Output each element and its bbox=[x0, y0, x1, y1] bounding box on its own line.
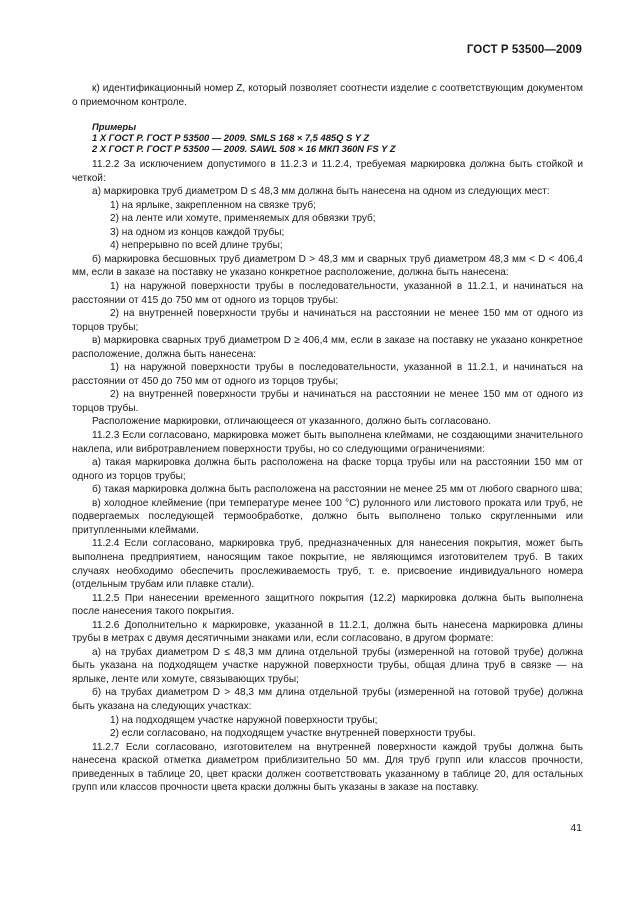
clause-11-2-2: 11.2.2 За исключением допустимого в 11.2.3 и 11.2.4, требуемая маркировка должна быть стойкой и четкой: bbox=[72, 159, 583, 184]
example-1: 1 X ГОСТ Р. ГОСТ Р 53500 — 2009. SMLS 168 × 7,5 485Q S Y Z bbox=[92, 132, 370, 144]
clause-11-2-3-c: в) холодное клеймение (при температуре менее 100 °С) рулонного или листового проката или труб, не подвергаемых последующей термообработке, должно быть выполнено только скругленными или притупленными клеймами. bbox=[72, 497, 583, 536]
clause-11-2-5: 11.2.5 При нанесении временного защитного покрытия (12.2) маркировка должна быть выполнена после нанесения такого покрытия. bbox=[72, 592, 583, 618]
clause-11-2-6-b-2: 2) если согласовано, на подходящем участке внутренней поверхности трубы. bbox=[110, 728, 476, 740]
clause-11-2-6: 11.2.6 Дополнительно к маркировке, указанной в 11.2.1, должна быть нанесена маркировка длины трубы в метрах с двумя десятичными знаками или, если согласовано, в другом формате: bbox=[72, 619, 583, 645]
clause-11-2-3: 11.2.3 Если согласовано, маркировка может быть выполнена клеймами, не создающими значительного наклепа, или вибротравлением поверхности трубы, но со следующими ограничениями: bbox=[72, 430, 583, 455]
clause-11-2-2-a-1: 1) на ярлыке, закрепленном на связке труб; bbox=[110, 199, 316, 211]
clause-11-2-2-a-3: 3) на одном из концов каждой трубы; bbox=[110, 226, 285, 238]
examples-title: Примеры bbox=[92, 121, 137, 133]
paragraph-k-identification: к) идентификационный номер Z, который позволяет соотнести изделие с соответствующим документом о приемочном контроле. bbox=[72, 83, 583, 108]
document-body bbox=[72, 76, 583, 795]
clause-11-2-3-a: а) такая маркировка должна быть расположена на фаске торца трубы или на расстоянии 150 мм от одного из торцов трубы; bbox=[72, 457, 583, 482]
clause-11-2-2-b: б) маркировка бесшовных труб диаметром D > 48,3 мм и сварных труб диаметром 48,3 мм < D < 406,4 мм, если в заказе на поставку не указано конкретное расположение, должна быть нанесена: bbox=[72, 253, 583, 279]
clause-11-2-4: 11.2.4 Если согласовано, маркировка труб, предназначенных для нанесения покрытия, может быть выполнена предприятием, наносящим такое покрытие, не являющимся изготовителем труб. В таких случаях необходимо обеспечить прослеживаемость труб, т. е. присвоение индивидуального номера (отдельным трубам или плавке стали). bbox=[72, 538, 583, 591]
clause-11-2-3-b: б) такая маркировка должна быть расположена на расстоянии не менее 25 мм от любого сварного шва; bbox=[92, 484, 583, 496]
document-header: ГОСТ Р 53500—2009 bbox=[466, 44, 582, 56]
clause-11-2-2-a: а) маркировка труб диаметром D ≤ 48,3 мм должна быть нанесена на одном из следующих мест: bbox=[92, 186, 550, 198]
clause-11-2-2-a-2: 2) на ленте или хомуте, применяемых для обвязки труб; bbox=[110, 213, 376, 225]
clause-11-2-2-c-2: 2) на внутренней поверхности трубы и начинаться на расстоянии не менее 150 мм от одного из торцов трубы. bbox=[72, 389, 583, 414]
clause-11-2-6-b-1: 1) на подходящем участке наружной поверхности трубы; bbox=[110, 714, 378, 726]
clause-11-2-6-b: б) на трубах диаметром D > 48,3 мм длина отдельной трубы (измеренной на готовой трубе) должна быть указана на следующих участках: bbox=[72, 687, 583, 712]
clause-11-2-2-a-4: 4) непрерывно по всей длине трубы; bbox=[110, 240, 283, 252]
page-number: 41 bbox=[570, 822, 582, 834]
clause-11-2-7: 11.2.7 Если согласовано, изготовителем на внутренней поверхности каждой трубы должна быть нанесена краской отметка диаметром приблизительно 50 мм. Для труб групп или классов прочности, приведенных в таблице 20, цвет краски должен соответствовать указанному в таблице 20, для остальных групп или классов прочности цвета краски должны быть указаны в заказе на поставку. bbox=[72, 741, 583, 794]
clause-11-2-2-c: в) маркировка сварных труб диаметром D ≥ 406,4 мм, если в заказе на поставку не указано конкретное расположение, должна быть нанесена: bbox=[72, 335, 583, 360]
clause-11-2-2-b-2: 2) на внутренней поверхности трубы и начинаться на расстоянии не менее 150 мм от одного из торцов трубы; bbox=[72, 308, 583, 333]
example-2: 2 X ГОСТ Р. ГОСТ Р 53500 — 2009. SAWL 508 × 16 МКП 360N FS Y Z bbox=[92, 143, 396, 155]
clause-11-2-6-a: а) на трубах диаметром D ≤ 48,3 мм длина отдельной трубы (измеренной на готовой трубе) должна быть указана на подходящем участке наружной поверхности трубы, общая длина труб в связке — на ярлыке, ленте или хомуте, связывающих трубы; bbox=[72, 646, 583, 685]
clause-11-2-2-c-1: 1) на наружной поверхности трубы в последовательности, указанной в 11.2.1, и начинаться на расстоянии от 450 до 750 мм от одного из торцов трубы; bbox=[72, 362, 583, 387]
clause-11-2-2-b-1: 1) на наружной поверхности трубы в последовательности, указанной в 11.2.1, и начинаться на расстоянии от 415 до 750 мм от одного из торцов трубы: bbox=[72, 281, 583, 306]
clause-11-2-2-note: Расположение маркировки, отличающееся от указанного, должно быть согласовано. bbox=[92, 416, 492, 428]
